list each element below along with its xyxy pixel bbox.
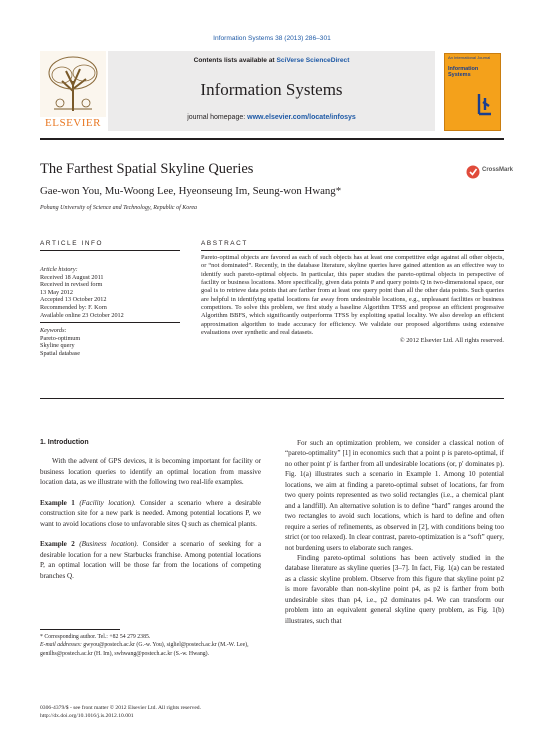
elsevier-tree-icon [40,51,106,117]
paragraph-optimality: For such an optimization problem, we consider a classical notion of “pareto-optimality” [1] in economics such that a point p is pareto-optimal, if no other point p′ is farther from all undesirable locations (or, p′ dominates p). Fig. 1(a) illustrates such a scenario in Example 1. Among 10 potential locations, we aim at finding a pareto-optimal subset of locations, far from two query points represented as two solid rectangles (i.e., a chemical plant and a landfill). An alternative solution is to define “hard” ranges around the two rectangles to avoid such locations, which is hard to define and often require a series of refinements, as observed in [2], with conditions being too strict (or too relaxed). In clear contrast, pareto-optimization is a “soft” query, not burdening users to elaborate such ranges. [285,439,504,552]
cover-title: Information Systems [448,66,479,78]
contents-prefix: Contents lists available at [193,57,277,64]
journal-name: Information Systems [200,80,343,99]
journal-citation[interactable]: Information Systems 38 (2013) 286–301 [213,35,331,42]
abstract-bottom-rule [40,398,504,399]
affiliation: Pohang University of Science and Technology, Republic of Korea [40,205,198,211]
homepage-prefix: journal homepage: [187,114,248,121]
section-heading: 1. Introduction [40,439,89,446]
issn-line: 0306-4379/$ - see front matter © 2012 Elsevier Ltd. All rights reserved. [40,705,201,711]
journal-cover[interactable] [444,53,501,131]
history-item: 13 May 2012 [40,288,73,296]
elsevier-logo[interactable] [40,51,106,131]
homepage-line [108,114,435,121]
email-label: E-mail addresses: [40,642,82,649]
author-list: Gae-won You, Mu-Woong Lee, Hyeonseung Im, Seung-won Hwang* [40,185,342,197]
keyword: Pareto-optimum [40,334,81,342]
abstract-heading: ABSTRACT [201,240,248,247]
history-item: Available online 23 October 2012 [40,311,124,319]
journal-banner [40,51,504,131]
example-2-label: Example 2 [40,540,75,549]
article-title: The Farthest Spatial Skyline Queries [40,161,254,177]
keyword: Skyline query [40,342,75,350]
keywords-label: Keywords: [40,327,67,335]
publisher-name: ELSEVIER [45,117,101,129]
crossmark-badge[interactable] [466,164,512,180]
cover-graphic-icon [475,92,495,116]
history-label: Article history: [40,266,78,273]
paragraph-skyline: Finding pareto-optimal solutions has been actively studied in the database literature as skyline queries [3–7]. In fact, Fig. 1(a) can be restated as a classic skyline problem. Observe from this figure that skyline point p2 is more favorable than non-skyline point p4, as p2 is farther from both undesirable sites than p4, i.e., p2 dominates p4. We can transform our problem into an equivalent general skyline query problem, as Fig. 1(b) illustrates, such that [285,553,504,625]
body-column-left [40,438,261,581]
article-info-rule [40,250,180,251]
header-rule [40,138,504,140]
abstract-rule [201,250,504,251]
info-divider [40,322,180,323]
homepage-link[interactable]: www.elsevier.com/locate/infosys [247,114,356,121]
corresponding-author: * Corresponding author. Tel.: +82 54 279 2385. [40,634,151,640]
example-1-name: (Facility location). [79,498,136,507]
article-info-heading: ARTICLE INFO [40,240,104,247]
example-1 [40,498,261,529]
intro-paragraph: With the advent of GPS devices, it is becoming important for facility or business location queries to identify an optimal location from massive location data, as we illustrate with the following two real-life examples. [40,457,261,487]
keyword: Spatial database [40,349,81,357]
body-column-right [285,438,504,626]
abstract-body [201,254,504,346]
history-item: Recommended by: F. Korn [40,303,107,311]
footnotes [40,633,261,658]
contents-line [108,57,435,64]
doi-link[interactable]: http://dx.doi.org/10.1016/j.is.2012.10.001 [40,713,134,719]
article-info [40,266,180,358]
example-1-text: Consider a scenario where a desirable construction site for a new park is needed. Among potential locations P, we want to avoid locations close to unfavorable sites Q such as chemical plants. [40,498,261,528]
issn-block [40,704,261,720]
history-item: Accepted 13 October 2012 [40,296,107,304]
example-2-text: Consider a scenario of seeking for a desirable location for a new Starbucks franchise. Among potential locations P, an optimal location will be those far from the locations of competing branches Q. [40,540,261,580]
crossmark-label: CrossMark [482,167,514,173]
example-2-name: (Business location). [79,540,139,549]
abstract-text: Pareto-optimal objects are favored as each of such objects has at least one competitive edge against all other objects, or “not dominated”. Recently, in the database literature, skyline queries have gained attention as an effective way to identify such pareto-optimal objects. In particular, this paper studies the pareto-optimal objects in perspective of facility or business locations. More specifically, given data points P and query points Q in two-dimensional space, our goal is to retrieve data points that are farther from at least one query point than all the other data points. Such queries are helpful in identifying spatial locations far away from undesirable locations, e.g., unpleasant facilities or business competitors. To solve this problem, we first study a baseline Algorithm TFSS and propose an efficient progressive Algorithm BBFS, which significantly outperforms TFSS by exploiting spatial locality. We also develop an efficient approximation algorithm to trade accuracy for efficiency. We validate our proposed algorithms using extensive evaluations over synthetic and real datasets. [201,254,504,337]
cover-subtitle: An International Journal [448,55,491,60]
example-2 [40,539,261,581]
footnote-rule [40,629,120,630]
email-addresses: gwyou@postech.ac.kr (G.-w. You), sigliel@postech.ac.kr (M.-W. Lee), genilhs@postech.ac.kr (H. Im), swhwang@postech.ac.kr (S.-w. Hwang). [40,642,249,657]
banner-center [108,51,435,131]
copyright-line: © 2012 Elsevier Ltd. All rights reserved. [399,337,504,345]
history-item: Received 18 August 2011 [40,273,104,281]
sciencedirect-link[interactable]: SciVerse ScienceDirect [276,57,350,64]
history-item: Received in revised form [40,281,103,289]
example-1-label: Example 1 [40,498,75,507]
crossmark-icon [466,164,480,180]
